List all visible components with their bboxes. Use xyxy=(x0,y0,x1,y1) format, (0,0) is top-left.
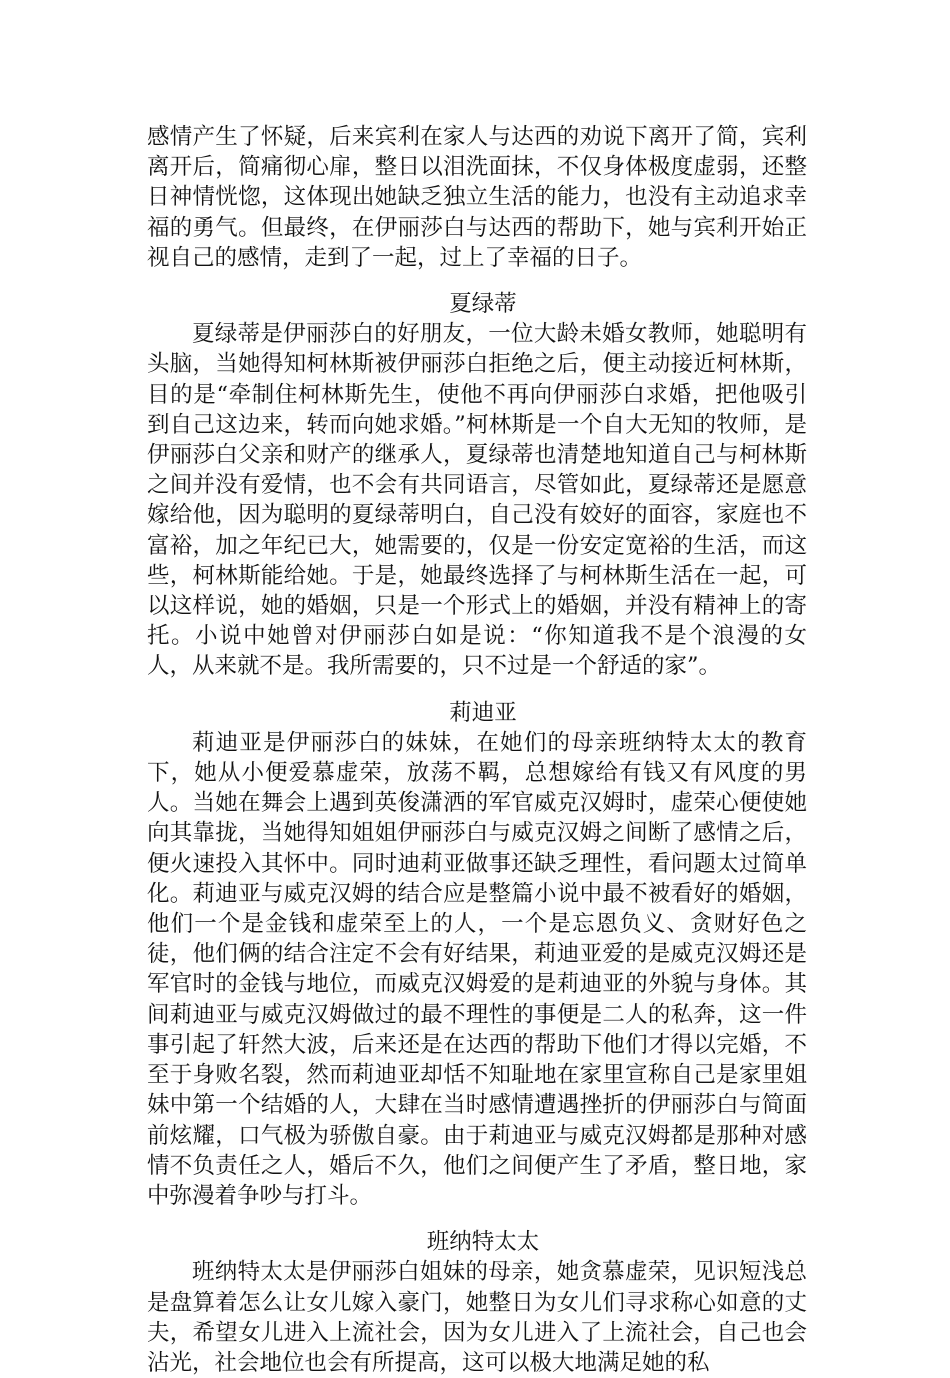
section-heading-lydia: 莉迪亚 xyxy=(449,699,517,726)
lydia-paragraph: 莉迪亚是伊丽莎白的妹妹，在她们的母亲班纳特太太的教育下，她从小便爱慕虚荣，放荡不羁，总想嫁给有钱又有风度的男人。当她在舞会上遇到英俊潇洒的军官威克汉姆时，虚荣心便使她向其靠拢，当她得知姐姐伊丽莎白与威克汉姆之间断了感情之后，便火速投入其怀中。同时迪莉亚做事还缺乏理性，看问题太过简单化。莉迪亚与威克汉姆的结合应是整篇小说中最不被看好的婚姻，他们一个是金钱和虚荣至上的人，一个是忘恩负义、贪财好色之徒，他们俩的结合注定不会有好结果，莉迪亚爱的是威克汉姆还是军官时的金钱与地位，而威克汉姆爱的是莉迪亚的外貌与身体。其间莉迪亚与威克汉姆做过的最不理性的事便是二人的私奔，这一件事引起了轩然大波，后来还是在达西的帮助下他们才得以完婚，不至于身败名裂，然而莉迪亚却恬不知耻地在家里宣称自己是家里姐妹中第一个结婚的人，大肆在当时感情遭遇挫折的伊丽莎白与简面前炫耀，口气极为骄傲自豪。由于莉迪亚与威克汉姆都是那种对感情不负责任之人，婚后不久，他们之间便产生了矛盾，整日地，家中弥漫着争吵与打斗。 xyxy=(147,729,807,1209)
section-heading-mrs-bennet: 班纳特太太 xyxy=(426,1229,540,1256)
mrs-bennet-paragraph: 班纳特太太是伊丽莎白姐妹的母亲，她贪慕虚荣，见识短浅总是盘算着怎么让女儿嫁入豪门，她整日为女儿们寻求称心如意的丈夫，希望女儿进入上流社会，因为女儿进入了上流社会，自己也会沾光，社会地位也会有所提高，这可以极大地满足她的私 xyxy=(147,1259,807,1376)
document-page xyxy=(147,122,807,1378)
section-spacer xyxy=(147,682,807,698)
charlotte-paragraph: 夏绿蒂是伊丽莎白的好朋友，一位大龄未婚女教师，她聪明有头脑，当她得知柯林斯被伊丽莎白拒绝之后，便主动接近柯林斯，目的是“牵制住柯林斯先生，使他不再向伊丽莎白求婚，把他吸引到自己这边来，转而向她求婚。”柯林斯是一个自大无知的牧师，是伊丽莎白父亲和财产的继承人，夏绿蒂也清楚地知道自己与柯林斯之间并没有爱情，也不会有共同语言，尽管如此，夏绿蒂还是愿意嫁给他，因为聪明的夏绿蒂明白，自己没有姣好的面容，家庭也不富裕，加之年纪已大，她需要的，仅是一份安定宽裕的生活，而这些，柯林斯能给她。于是，她最终选择了与柯林斯生活在一起，可以这样说，她的婚姻，只是一个形式上的婚姻，并没有精神上的寄托。小说中她曾对伊丽莎白如是说：“你知道我不是个浪漫的女人，从来就不是。我所需要的，只不过是一个舒适的家”。 xyxy=(147,321,807,680)
intro-paragraph: 感情产生了怀疑，后来宾利在家人与达西的劝说下离开了简，宾利离开后，简痛彻心扉，整日以泪洗面抹，不仅身体极度虚弱，还整日神情恍惚，这体现出她缺乏独立生活的能力，也没有主动追求幸福的勇气。但最终，在伊丽莎白与达西的帮助下，她与宾利开始正视自己的感情，走到了一起，过上了幸福的日子。 xyxy=(147,124,807,271)
section-spacer xyxy=(147,273,807,289)
section-heading-charlotte: 夏绿蒂 xyxy=(449,291,517,318)
section-spacer xyxy=(147,1211,807,1227)
